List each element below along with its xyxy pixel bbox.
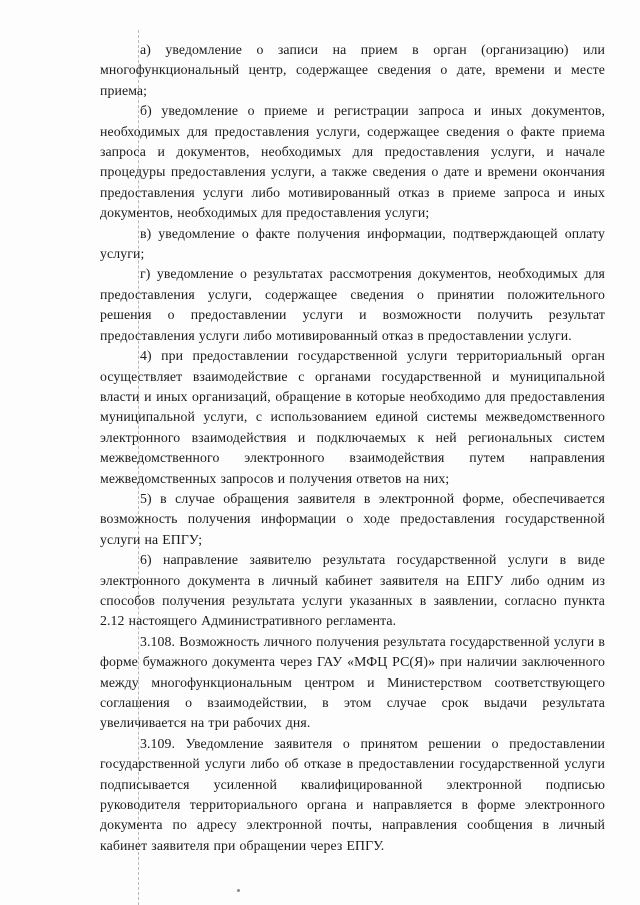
paragraph-item-b: б) уведомление о приеме и регистрации запроса и иных документов, необходимых для предоставления услуги, содержащее сведения о факте приема запроса и документов, необходимых для предоставления услуги, и начале процедуры предоставления услуги, а также сведения о дате и времени окончания предоставления услуги либо мотивированный отказ в приеме запроса и иных документов, необходимых для предоставления услуги;	[100, 103, 605, 221]
scan-speck	[237, 889, 240, 892]
paragraph-item-5: 5) в случае обращения заявителя в электронной форме, обеспечивается возможность получения информации о ходе предоставления государственной услуги на ЕПГУ;	[100, 490, 605, 547]
paragraph-item-v: в) уведомление о факте получения информации, подтверждающей оплату услуги;	[100, 225, 605, 262]
paragraph-item-4: 4) при предоставлении государственной услуги территориальный орган осуществляет взаимодействие с органами государственной и муниципальной власти и иных организаций, обращение в которые необходимо для предоставления муниципальной услуги, с использованием единой системы межведомственного электронного взаимодействия и подключаемых к ней региональных систем межведомственного электронного взаимодействия путем направления межведомственных запросов и получения ответов на них;	[100, 348, 605, 486]
document-body	[100, 40, 605, 856]
paragraph-item-6: 6) направление заявителю результата государственной услуги в виде электронного документа в личный кабинет заявителя на ЕПГУ либо одним из способов получения результата услуги указанных в заявлении, согласно пункта 2.12 настоящего Административного регламента.	[100, 552, 605, 629]
paragraph-3-109: 3.109. Уведомление заявителя о принятом решении о предоставлении государственной услуги либо об отказе в предоставлении государственной услуги подписывается усиленной квалифицированной электронной подписью руководителя территориального органа и направляется в форме электронного документа по адресу электронной почты, направления сообщения в личный кабинет заявителя при обращении через ЕПГУ.	[100, 735, 605, 853]
paragraph-item-g: г) уведомление о результатах рассмотрения документов, необходимых для предоставления услуги, содержащее сведения о принятии положительного решения о предоставлении услуги и возможности получить результат предоставления услуги либо мотивированный отказ в предоставлении услуги.	[100, 266, 605, 343]
paragraph-item-a: а) уведомление о записи на прием в орган (организацию) или многофункциональный центр, содержащее сведения о дате, времени и месте приема;	[100, 42, 605, 98]
paragraph-3-108: 3.108. Возможность личного получения результата государственной услуги в форме бумажного документа через ГАУ «МФЦ РС(Я)» при наличии заключенного между многофункциональным центром и Министерством соответствующего соглашения о взаимодействии, в этом случае срок выдачи результата увеличивается на три рабочих дня.	[100, 633, 605, 731]
